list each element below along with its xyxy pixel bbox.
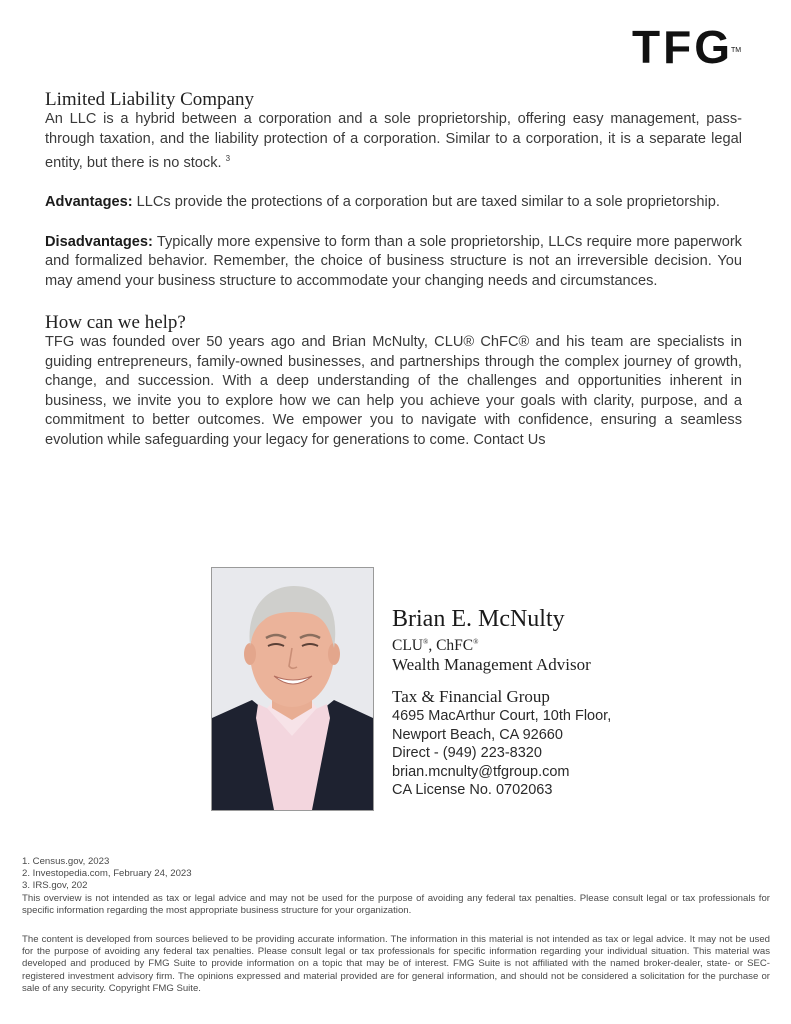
firm-name: Tax & Financial Group [392, 687, 550, 707]
email-address[interactable]: brian.mcnulty@tfgroup.com [392, 763, 570, 780]
registered-mark: ® [473, 638, 479, 646]
trademark-mark: TM [730, 47, 742, 54]
llc-description-text: An LLC is a hybrid between a corporation and a sole proprietorship, offering easy management, pass-through taxation, and the liability protection of a corporation. Similar to a corporation, it is a separate legal entity, but there is no stock. [45, 111, 742, 171]
llc-description [45, 110, 742, 173]
contact-us-link[interactable]: Contact Us [473, 431, 546, 448]
disclaimer-overview: This overview is not intended as tax or legal advice and may not be used for the purpose of avoiding any federal tax penalties. Please consult legal or tax professionals for specific information regarding the most appropriate business structure for your organization. [22, 892, 770, 916]
portrait-illustration [212, 568, 373, 810]
footnotes [22, 856, 770, 917]
main-content [45, 90, 742, 450]
phone-number[interactable]: Direct - (949) 223-8320 [392, 745, 542, 762]
tfg-logo [632, 21, 742, 73]
legal-disclaimer [22, 934, 770, 995]
address-line-1: 4695 MacArthur Court, 10th Floor, [392, 708, 612, 725]
source-3: 3. IRS.gov, 202 [22, 880, 88, 892]
advantages-text: LLCs provide the protections of a corporation but are taxed similar to a sole proprietorship. [136, 194, 720, 211]
cred-chfc: , ChFC [428, 637, 474, 655]
help-text: TFG was founded over 50 years ago and Brian McNulty, CLU® ChFC® and his team are specialists in guiding entrepreneurs, family-owned businesses, and partnerships through the complex journey of growth, change, and succession. With a deep understanding of the challenges and opportunities inherent in business, we invite you to explore how we can help you achieve your goals with clarity, purpose, and a commitment to better outcomes. We empower you to navigate with confidence, ensuring a seamless evolution while safeguarding your legacy for generations to come. [45, 334, 742, 448]
registered-mark: ® [423, 638, 429, 646]
disadvantages-paragraph [45, 233, 742, 292]
logo-text: TFG [632, 21, 733, 73]
advisor-photo [211, 567, 374, 811]
source-2: 2. Investopedia.com, February 24, 2023 [22, 868, 192, 880]
llc-heading: Limited Liability Company [45, 89, 254, 110]
help-heading: How can we help? [45, 312, 186, 334]
help-paragraph [45, 333, 742, 450]
license-number: CA License No. 0702063 [392, 782, 553, 799]
advisor-credentials [392, 633, 712, 655]
disclaimer-fmg: The content is developed from sources believed to be providing accurate information. The information in this material is not intended as tax or legal advice. It may not be used for the purpose of avoiding any federal tax penalties. Please consult legal or tax professionals for specific information regarding your individual situation. This material was developed and produced by FMG Suite to provide information on a topic that may be of interest. FMG Suite is not affiliated with the named broker-dealer, state- or SEC-registered investment advisory firm. The opinions expressed and material provided are for general information, and should not be considered a solicitation for the purchase or sale of any security. Copyright FMG Suite. [22, 934, 770, 994]
advisor-title: Wealth Management Advisor [392, 655, 591, 675]
advantages-paragraph [45, 193, 742, 213]
disadvantages-label: Disadvantages: [45, 233, 153, 250]
advantages-label: Advantages: [45, 194, 133, 211]
footnote-ref: 3 [225, 154, 231, 163]
disadvantages-text: Typically more expensive to form than a sole proprietorship, LLCs require more paperwork and formalized behavior. Remember, the choice of business structure is not an irreversible decision. You may amend your business structure to accommodate your changing needs and circumstances. [45, 233, 742, 289]
advisor-card [392, 605, 712, 800]
source-1: 1. Census.gov, 2023 [22, 856, 110, 867]
address-line-2: Newport Beach, CA 92660 [392, 726, 563, 743]
advisor-name: Brian E. McNulty [392, 606, 565, 632]
cred-clu: CLU [392, 637, 423, 655]
